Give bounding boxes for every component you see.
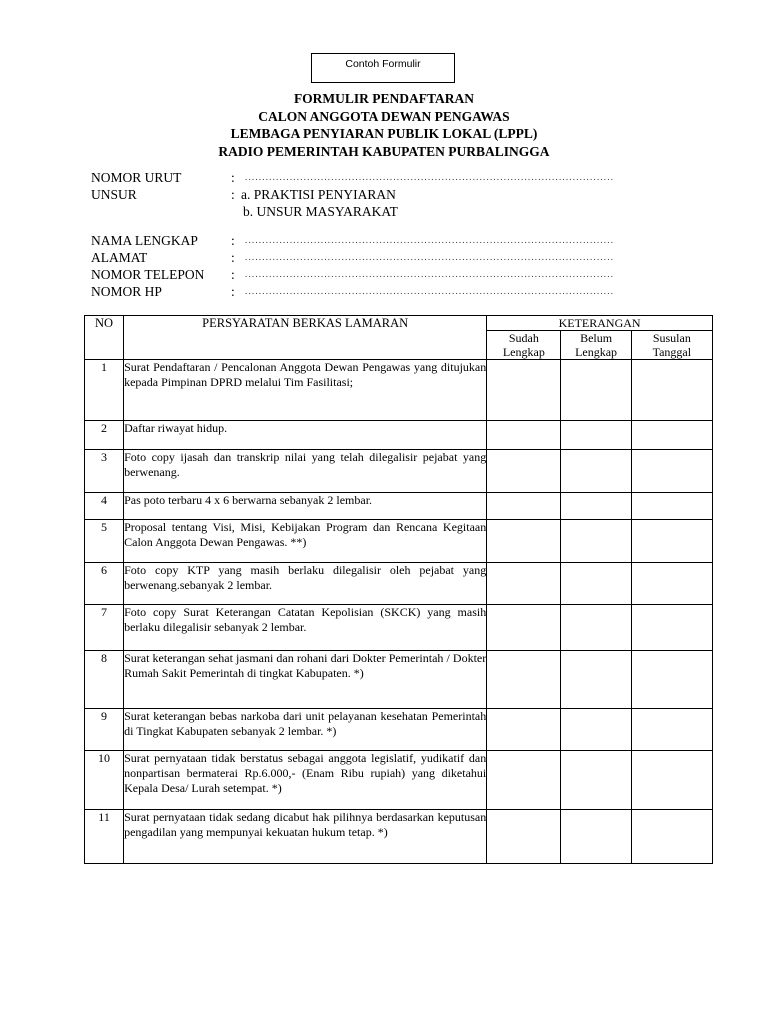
field-label: NOMOR HP	[91, 284, 162, 299]
cell-belum-lengkap[interactable]	[561, 450, 631, 493]
row-requirement: Foto copy Surat Keterangan Catatan Kepolisian (SKCK) yang masih berlaku dilegalisir sebanyak 2 lembar.	[124, 605, 487, 651]
row-number: 6	[85, 563, 124, 605]
form-title	[0, 90, 768, 160]
field-dots[interactable]: ...........................................................................................................	[245, 252, 615, 262]
cell-belum-lengkap[interactable]	[561, 751, 631, 810]
row-number: 7	[85, 605, 124, 651]
header-text: Lengkap	[575, 345, 618, 359]
table-row	[85, 563, 713, 605]
field-colon: :	[231, 233, 235, 248]
cell-susulan-tanggal[interactable]	[631, 810, 712, 864]
row-number: 2	[85, 421, 124, 450]
field-label: UNSUR	[91, 187, 137, 202]
field-colon: :	[231, 284, 235, 299]
cell-susulan-tanggal[interactable]	[631, 493, 712, 520]
cell-susulan-tanggal[interactable]	[631, 563, 712, 605]
cell-sudah-lengkap[interactable]	[487, 605, 561, 651]
table-row	[85, 493, 713, 520]
title-line-4: RADIO PEMERINTAH KABUPATEN PURBALINGGA	[218, 143, 550, 159]
field-dots[interactable]: ...........................................................................................................	[245, 235, 615, 245]
cell-susulan-tanggal[interactable]	[631, 651, 712, 709]
field-label: ALAMAT	[91, 250, 148, 265]
header-requirements: PERSYARATAN BERKAS LAMARAN	[124, 316, 487, 360]
table-row	[85, 810, 713, 864]
row-requirement: Proposal tentang Visi, Misi, Kebijakan Program dan Rencana Kegitaan Calon Anggota Dewan Pengawas. **)	[124, 520, 487, 563]
cell-sudah-lengkap[interactable]	[487, 810, 561, 864]
cell-susulan-tanggal[interactable]	[631, 751, 712, 810]
cell-sudah-lengkap[interactable]	[487, 421, 561, 450]
field-label: NOMOR TELEPON	[91, 267, 205, 282]
field-colon: :	[231, 267, 235, 282]
header-text: Susulan	[652, 331, 691, 345]
field-label: NOMOR URUT	[91, 170, 182, 185]
cell-sudah-lengkap[interactable]	[487, 651, 561, 709]
header-text: Sudah	[508, 331, 539, 345]
sample-form-label: Contoh Formulir	[311, 53, 455, 83]
table-row	[85, 520, 713, 563]
header-text: Belum	[580, 331, 613, 345]
row-number: 4	[85, 493, 124, 520]
cell-susulan-tanggal[interactable]	[631, 421, 712, 450]
cell-sudah-lengkap[interactable]	[487, 450, 561, 493]
row-number: 10	[85, 751, 124, 810]
header-belum-lengkap	[561, 331, 631, 360]
cell-belum-lengkap[interactable]	[561, 563, 631, 605]
field-colon: :	[231, 187, 235, 202]
cell-belum-lengkap[interactable]	[561, 709, 631, 751]
requirements-table	[84, 315, 713, 864]
row-requirement: Surat pernyataan tidak sedang dicabut hak pilihnya berdasarkan keputusan pengadilan yang mempunyai kekuatan hukum tetap. *)	[124, 810, 487, 864]
cell-susulan-tanggal[interactable]	[631, 605, 712, 651]
table-row	[85, 605, 713, 651]
field-dots[interactable]: ...........................................................................................................	[245, 269, 615, 279]
title-line-2: CALON ANGGOTA DEWAN PENGAWAS	[258, 108, 510, 124]
row-requirement: Pas poto terbaru 4 x 6 berwarna sebanyak 2 lembar.	[124, 493, 487, 520]
table-row	[85, 360, 713, 421]
field-colon: :	[231, 250, 235, 265]
row-requirement: Surat pernyataan tidak berstatus sebagai anggota legislatif, yudikatif dan nonpartisan bermaterai Rp.6.000,- (Enam Ribu rupiah) yang diketahui Kepala Desa/ Lurah setempat. *)	[124, 751, 487, 810]
cell-susulan-tanggal[interactable]	[631, 360, 712, 421]
cell-sudah-lengkap[interactable]	[487, 709, 561, 751]
header-text: Lengkap	[502, 345, 545, 359]
row-number: 3	[85, 450, 124, 493]
row-requirement: Surat keterangan bebas narkoba dari unit pelayanan kesehatan Pemerintah di Tingkat Kabupaten sebanyak 2 lembar. *)	[124, 709, 487, 751]
unsur-option-a[interactable]: a. PRAKTISI PENYIARAN	[241, 187, 396, 202]
field-dots[interactable]: ...........................................................................................................	[245, 286, 615, 296]
cell-belum-lengkap[interactable]	[561, 810, 631, 864]
title-line-1: FORMULIR PENDAFTARAN	[293, 91, 475, 106]
header-susulan-tanggal	[631, 331, 712, 360]
row-number: 1	[85, 360, 124, 421]
cell-belum-lengkap[interactable]	[561, 520, 631, 563]
table-row	[85, 651, 713, 709]
table-row	[85, 709, 713, 751]
field-dots[interactable]: ...........................................................................................................	[245, 172, 615, 182]
row-requirement: Daftar riwayat hidup.	[124, 421, 487, 450]
row-requirement: Foto copy KTP yang masih berlaku dilegalisir oleh pejabat yang berwenang.sebanyak 2 lembar.	[124, 563, 487, 605]
field-colon: :	[231, 170, 235, 185]
cell-belum-lengkap[interactable]	[561, 651, 631, 709]
header-text: Tanggal	[652, 345, 692, 359]
row-number: 5	[85, 520, 124, 563]
cell-belum-lengkap[interactable]	[561, 421, 631, 450]
table-row	[85, 421, 713, 450]
field-label: NAMA LENGKAP	[91, 233, 198, 248]
cell-belum-lengkap[interactable]	[561, 493, 631, 520]
header-no: NO	[85, 316, 124, 360]
table-row	[85, 450, 713, 493]
unsur-option-b[interactable]: b. UNSUR MASYARAKAT	[243, 204, 398, 219]
cell-sudah-lengkap[interactable]	[487, 563, 561, 605]
row-requirement: Surat keterangan sehat jasmani dan rohani dari Dokter Pemerintah / Dokter Rumah Sakit Pemerintah di tingkat Kabupaten. *)	[124, 651, 487, 709]
header-keterangan: KETERANGAN	[487, 316, 713, 331]
row-number: 8	[85, 651, 124, 709]
cell-sudah-lengkap[interactable]	[487, 751, 561, 810]
cell-susulan-tanggal[interactable]	[631, 450, 712, 493]
title-line-3: LEMBAGA PENYIARAN PUBLIK LOKAL (LPPL)	[230, 126, 538, 141]
cell-sudah-lengkap[interactable]	[487, 493, 561, 520]
cell-belum-lengkap[interactable]	[561, 605, 631, 651]
row-requirement: Surat Pendaftaran / Pencalonan Anggota Dewan Pengawas yang ditujukan kepada Pimpinan DPRD melalui Tim Fasilitasi;	[124, 360, 487, 421]
cell-susulan-tanggal[interactable]	[631, 709, 712, 751]
cell-sudah-lengkap[interactable]	[487, 360, 561, 421]
row-requirement: Foto copy ijasah dan transkrip nilai yang telah dilegalisir pejabat yang berwenang.	[124, 450, 487, 493]
row-number: 9	[85, 709, 124, 751]
cell-sudah-lengkap[interactable]	[487, 520, 561, 563]
cell-belum-lengkap[interactable]	[561, 360, 631, 421]
table-row	[85, 751, 713, 810]
row-number: 11	[85, 810, 124, 864]
header-sudah-lengkap	[487, 331, 561, 360]
cell-susulan-tanggal[interactable]	[631, 520, 712, 563]
